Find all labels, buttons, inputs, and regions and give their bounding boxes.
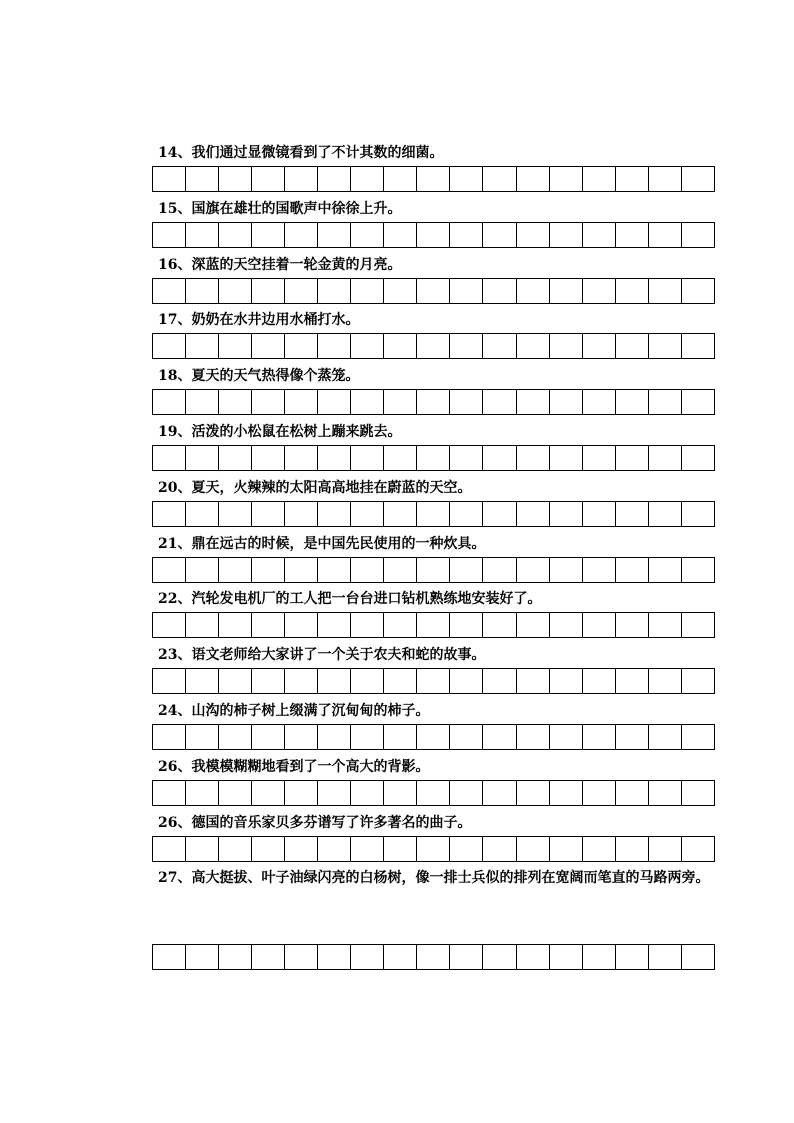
exercise-sentence: 22、汽轮发电机厂的工人把一台台进口钻机熟练地安装好了。	[158, 591, 542, 608]
writing-cell[interactable]	[550, 612, 583, 638]
writing-cell[interactable]	[417, 944, 450, 970]
writing-cell[interactable]	[219, 724, 252, 750]
writing-grid	[152, 836, 714, 862]
writing-cell[interactable]	[649, 166, 682, 192]
writing-grid	[152, 612, 714, 638]
writing-cell[interactable]	[351, 166, 384, 192]
writing-cell[interactable]	[450, 222, 483, 248]
writing-cell[interactable]	[252, 724, 285, 750]
writing-cell[interactable]	[550, 278, 583, 304]
writing-cell[interactable]	[517, 501, 550, 527]
writing-cell[interactable]	[186, 780, 219, 806]
writing-cell[interactable]	[384, 944, 417, 970]
writing-cell[interactable]	[384, 780, 417, 806]
writing-cell[interactable]	[450, 836, 483, 862]
writing-cell[interactable]	[186, 557, 219, 583]
writing-cell[interactable]	[384, 222, 417, 248]
writing-cell[interactable]	[219, 501, 252, 527]
writing-cell[interactable]	[583, 501, 616, 527]
writing-cell[interactable]	[616, 557, 649, 583]
writing-grid	[152, 668, 714, 694]
writing-cell[interactable]	[649, 836, 682, 862]
writing-cell[interactable]	[682, 836, 715, 862]
writing-cell[interactable]	[483, 668, 516, 694]
writing-cell[interactable]	[351, 836, 384, 862]
writing-cell[interactable]	[550, 389, 583, 415]
writing-grid	[152, 780, 714, 806]
writing-cell[interactable]	[649, 389, 682, 415]
writing-cell[interactable]	[318, 166, 351, 192]
writing-cell[interactable]	[550, 166, 583, 192]
writing-cell[interactable]	[153, 166, 186, 192]
writing-cell[interactable]	[219, 278, 252, 304]
writing-cell[interactable]	[417, 333, 450, 359]
writing-cell[interactable]	[583, 389, 616, 415]
writing-cell[interactable]	[583, 166, 616, 192]
writing-cell[interactable]	[517, 166, 550, 192]
writing-cell[interactable]	[285, 724, 318, 750]
writing-cell[interactable]	[153, 668, 186, 694]
writing-cell[interactable]	[252, 222, 285, 248]
writing-cell[interactable]	[649, 668, 682, 694]
writing-cell[interactable]	[417, 222, 450, 248]
exercise-sentence: 16、深蓝的天空挂着一轮金黄的月亮。	[158, 256, 402, 273]
exercise-sentence: 26、德国的音乐家贝多芬谱写了许多著名的曲子。	[158, 814, 472, 831]
writing-cell[interactable]	[417, 557, 450, 583]
writing-cell[interactable]	[517, 780, 550, 806]
writing-cell[interactable]	[550, 944, 583, 970]
writing-cell[interactable]	[318, 557, 351, 583]
exercise-sentence: 17、奶奶在水井边用水桶打水。	[158, 312, 360, 329]
writing-cell[interactable]	[450, 944, 483, 970]
writing-cell[interactable]	[384, 333, 417, 359]
writing-cell[interactable]	[318, 445, 351, 471]
writing-cell[interactable]	[517, 278, 550, 304]
writing-cell[interactable]	[450, 389, 483, 415]
writing-cell[interactable]	[682, 612, 715, 638]
writing-cell[interactable]	[616, 668, 649, 694]
writing-cell[interactable]	[186, 612, 219, 638]
writing-cell[interactable]	[318, 501, 351, 527]
writing-cell[interactable]	[417, 836, 450, 862]
writing-cell[interactable]	[417, 724, 450, 750]
writing-cell[interactable]	[384, 389, 417, 415]
writing-cell[interactable]	[417, 612, 450, 638]
writing-cell[interactable]	[483, 389, 516, 415]
writing-cell[interactable]	[252, 836, 285, 862]
writing-cell[interactable]	[384, 501, 417, 527]
writing-cell[interactable]	[285, 501, 318, 527]
writing-cell[interactable]	[550, 501, 583, 527]
writing-cell[interactable]	[351, 780, 384, 806]
writing-cell[interactable]	[417, 668, 450, 694]
writing-cell[interactable]	[682, 222, 715, 248]
writing-cell[interactable]	[318, 724, 351, 750]
writing-cell[interactable]	[483, 780, 516, 806]
writing-cell[interactable]	[219, 836, 252, 862]
writing-cell[interactable]	[450, 612, 483, 638]
writing-cell[interactable]	[583, 612, 616, 638]
writing-cell[interactable]	[682, 668, 715, 694]
writing-cell[interactable]	[682, 166, 715, 192]
writing-cell[interactable]	[616, 389, 649, 415]
writing-cell[interactable]	[186, 501, 219, 527]
writing-cell[interactable]	[186, 166, 219, 192]
writing-cell[interactable]	[384, 612, 417, 638]
writing-cell[interactable]	[616, 501, 649, 527]
writing-cell[interactable]	[186, 278, 219, 304]
writing-cell[interactable]	[285, 836, 318, 862]
writing-cell[interactable]	[649, 724, 682, 750]
writing-grid	[152, 166, 714, 192]
exercise-sentence: 19、活泼的小松鼠在松树上蹦来跳去。	[158, 424, 402, 440]
writing-cell[interactable]	[318, 780, 351, 806]
writing-cell[interactable]	[483, 445, 516, 471]
writing-cell[interactable]	[153, 501, 186, 527]
writing-cell[interactable]	[583, 836, 616, 862]
writing-cell[interactable]	[384, 278, 417, 304]
writing-cell[interactable]	[351, 612, 384, 638]
exercise-sentence: 18、夏天的天气热得像个蒸笼。	[158, 368, 360, 385]
writing-cell[interactable]	[318, 333, 351, 359]
writing-cell[interactable]	[483, 557, 516, 583]
writing-cell[interactable]	[285, 389, 318, 415]
writing-cell[interactable]	[219, 333, 252, 359]
writing-cell[interactable]	[649, 557, 682, 583]
writing-cell[interactable]	[550, 668, 583, 694]
writing-grid	[152, 333, 714, 359]
writing-cell[interactable]	[483, 222, 516, 248]
writing-cell[interactable]	[285, 222, 318, 248]
writing-grid	[152, 389, 714, 415]
writing-cell[interactable]	[583, 780, 616, 806]
writing-cell[interactable]	[252, 780, 285, 806]
writing-cell[interactable]	[219, 389, 252, 415]
writing-cell[interactable]	[318, 222, 351, 248]
writing-cell[interactable]	[616, 836, 649, 862]
exercise-sentence: 27、高大挺拔、叶子油绿闪亮的白杨树，像一排士兵似的排列在宽阔而笔直的马路两旁。	[158, 870, 710, 887]
writing-cell[interactable]	[682, 445, 715, 471]
writing-cell[interactable]	[285, 166, 318, 192]
writing-cell[interactable]	[186, 445, 219, 471]
writing-cell[interactable]	[649, 944, 682, 970]
writing-cell[interactable]	[450, 668, 483, 694]
writing-cell[interactable]	[417, 445, 450, 471]
writing-cell[interactable]	[219, 222, 252, 248]
writing-cell[interactable]	[450, 278, 483, 304]
writing-cell[interactable]	[616, 780, 649, 806]
writing-cell[interactable]	[186, 836, 219, 862]
writing-cell[interactable]	[351, 222, 384, 248]
writing-cell[interactable]	[583, 724, 616, 750]
writing-cell[interactable]	[417, 166, 450, 192]
writing-cell[interactable]	[649, 333, 682, 359]
writing-cell[interactable]	[616, 222, 649, 248]
writing-cell[interactable]	[285, 612, 318, 638]
writing-cell[interactable]	[351, 944, 384, 970]
writing-cell[interactable]	[219, 780, 252, 806]
writing-cell[interactable]	[450, 166, 483, 192]
exercise-sentence: 26、我模模糊糊地看到了一个高大的背影。	[158, 758, 430, 775]
writing-cell[interactable]	[417, 780, 450, 806]
writing-cell[interactable]	[583, 445, 616, 471]
writing-cell[interactable]	[417, 278, 450, 304]
writing-cell[interactable]	[153, 557, 186, 583]
writing-cell[interactable]	[550, 445, 583, 471]
writing-cell[interactable]	[318, 389, 351, 415]
writing-cell[interactable]	[219, 612, 252, 638]
writing-cell[interactable]	[616, 333, 649, 359]
writing-cell[interactable]	[153, 944, 186, 970]
writing-cell[interactable]	[583, 557, 616, 583]
writing-cell[interactable]	[616, 445, 649, 471]
writing-cell[interactable]	[285, 445, 318, 471]
writing-cell[interactable]	[682, 557, 715, 583]
writing-cell[interactable]	[517, 445, 550, 471]
writing-cell[interactable]	[384, 445, 417, 471]
writing-cell[interactable]	[450, 445, 483, 471]
writing-cell[interactable]	[583, 222, 616, 248]
exercise-sentence: 23、语文老师给大家讲了一个关于农夫和蛇的故事。	[158, 647, 486, 664]
writing-cell[interactable]	[649, 278, 682, 304]
writing-cell[interactable]	[682, 780, 715, 806]
exercise-sentence: 15、国旗在雄壮的国歌声中徐徐上升。	[158, 200, 402, 217]
writing-cell[interactable]	[252, 278, 285, 304]
writing-cell[interactable]	[252, 389, 285, 415]
writing-grid	[152, 944, 714, 970]
writing-cell[interactable]	[285, 780, 318, 806]
writing-cell[interactable]	[550, 780, 583, 806]
writing-cell[interactable]	[483, 333, 516, 359]
writing-cell[interactable]	[649, 501, 682, 527]
writing-cell[interactable]	[285, 333, 318, 359]
writing-cell[interactable]	[517, 836, 550, 862]
writing-cell[interactable]	[252, 501, 285, 527]
writing-cell[interactable]	[351, 724, 384, 750]
writing-grid	[152, 222, 714, 248]
writing-cell[interactable]	[318, 278, 351, 304]
writing-cell[interactable]	[153, 389, 186, 415]
writing-cell[interactable]	[517, 612, 550, 638]
writing-cell[interactable]	[252, 612, 285, 638]
writing-cell[interactable]	[186, 724, 219, 750]
writing-cell[interactable]	[616, 944, 649, 970]
writing-cell[interactable]	[186, 389, 219, 415]
writing-cell[interactable]	[186, 944, 219, 970]
writing-cell[interactable]	[483, 612, 516, 638]
writing-cell[interactable]	[252, 944, 285, 970]
exercise-sentence: 24、山沟的柿子树上缀满了沉甸甸的柿子。	[158, 703, 430, 719]
writing-cell[interactable]	[483, 278, 516, 304]
writing-cell[interactable]	[649, 445, 682, 471]
writing-cell[interactable]	[682, 389, 715, 415]
writing-cell[interactable]	[219, 557, 252, 583]
writing-cell[interactable]	[583, 278, 616, 304]
writing-cell[interactable]	[351, 333, 384, 359]
writing-cell[interactable]	[682, 724, 715, 750]
writing-cell[interactable]	[550, 836, 583, 862]
writing-cell[interactable]	[384, 166, 417, 192]
writing-cell[interactable]	[318, 944, 351, 970]
writing-cell[interactable]	[450, 780, 483, 806]
writing-cell[interactable]	[616, 724, 649, 750]
writing-cell[interactable]	[417, 389, 450, 415]
writing-cell[interactable]	[517, 557, 550, 583]
writing-cell[interactable]	[682, 501, 715, 527]
writing-cell[interactable]	[186, 222, 219, 248]
writing-cell[interactable]	[351, 389, 384, 415]
writing-cell[interactable]	[318, 612, 351, 638]
writing-cell[interactable]	[351, 445, 384, 471]
writing-cell[interactable]	[318, 836, 351, 862]
writing-cell[interactable]	[285, 944, 318, 970]
writing-cell[interactable]	[318, 668, 351, 694]
writing-cell[interactable]	[252, 668, 285, 694]
writing-cell[interactable]	[252, 557, 285, 583]
writing-cell[interactable]	[517, 724, 550, 750]
writing-cell[interactable]	[351, 278, 384, 304]
writing-cell[interactable]	[285, 278, 318, 304]
writing-cell[interactable]	[649, 222, 682, 248]
writing-cell[interactable]	[583, 944, 616, 970]
writing-cell[interactable]	[517, 944, 550, 970]
writing-cell[interactable]	[219, 166, 252, 192]
writing-cell[interactable]	[351, 501, 384, 527]
writing-cell[interactable]	[417, 501, 450, 527]
writing-cell[interactable]	[682, 944, 715, 970]
writing-grid	[152, 724, 714, 750]
writing-cell[interactable]	[153, 445, 186, 471]
writing-cell[interactable]	[285, 557, 318, 583]
writing-cell[interactable]	[649, 612, 682, 638]
writing-cell[interactable]	[384, 557, 417, 583]
writing-cell[interactable]	[252, 166, 285, 192]
writing-grid	[152, 557, 714, 583]
writing-cell[interactable]	[351, 557, 384, 583]
writing-cell[interactable]	[550, 557, 583, 583]
writing-cell[interactable]	[483, 501, 516, 527]
writing-cell[interactable]	[153, 222, 186, 248]
writing-cell[interactable]	[153, 333, 186, 359]
writing-cell[interactable]	[252, 333, 285, 359]
writing-cell[interactable]	[450, 333, 483, 359]
writing-cell[interactable]	[483, 944, 516, 970]
writing-cell[interactable]	[186, 333, 219, 359]
writing-cell[interactable]	[384, 668, 417, 694]
writing-cell[interactable]	[252, 445, 285, 471]
exercise-sentence: 20、夏天，火辣辣的太阳高高地挂在蔚蓝的天空。	[158, 479, 472, 496]
writing-cell[interactable]	[450, 557, 483, 583]
writing-grid	[152, 278, 714, 304]
writing-cell[interactable]	[517, 222, 550, 248]
writing-cell[interactable]	[550, 724, 583, 750]
exercise-sentence: 21、鼎在远古的时候，是中国先民使用的一种炊具。	[158, 535, 486, 552]
writing-cell[interactable]	[550, 333, 583, 359]
writing-cell[interactable]	[682, 333, 715, 359]
writing-grid	[152, 501, 714, 527]
writing-grid	[152, 445, 714, 471]
writing-cell[interactable]	[153, 724, 186, 750]
writing-cell[interactable]	[483, 724, 516, 750]
writing-cell[interactable]	[219, 668, 252, 694]
writing-cell[interactable]	[583, 668, 616, 694]
writing-cell[interactable]	[285, 668, 318, 694]
writing-cell[interactable]	[351, 668, 384, 694]
writing-cell[interactable]	[186, 668, 219, 694]
writing-cell[interactable]	[450, 501, 483, 527]
writing-cell[interactable]	[649, 780, 682, 806]
writing-cell[interactable]	[483, 166, 516, 192]
exercise-sentence: 14、我们通过显微镜看到了不计其数的细菌。	[158, 145, 444, 161]
writing-cell[interactable]	[517, 389, 550, 415]
writing-cell[interactable]	[153, 612, 186, 638]
writing-cell[interactable]	[616, 612, 649, 638]
writing-cell[interactable]	[616, 278, 649, 304]
writing-cell[interactable]	[384, 836, 417, 862]
writing-cell[interactable]	[616, 166, 649, 192]
writing-cell[interactable]	[517, 333, 550, 359]
writing-cell[interactable]	[153, 836, 186, 862]
writing-cell[interactable]	[583, 333, 616, 359]
writing-cell[interactable]	[219, 944, 252, 970]
writing-cell[interactable]	[153, 780, 186, 806]
writing-cell[interactable]	[450, 724, 483, 750]
writing-cell[interactable]	[153, 278, 186, 304]
writing-cell[interactable]	[384, 724, 417, 750]
writing-cell[interactable]	[550, 222, 583, 248]
writing-cell[interactable]	[517, 668, 550, 694]
writing-cell[interactable]	[483, 836, 516, 862]
writing-cell[interactable]	[219, 445, 252, 471]
writing-cell[interactable]	[682, 278, 715, 304]
